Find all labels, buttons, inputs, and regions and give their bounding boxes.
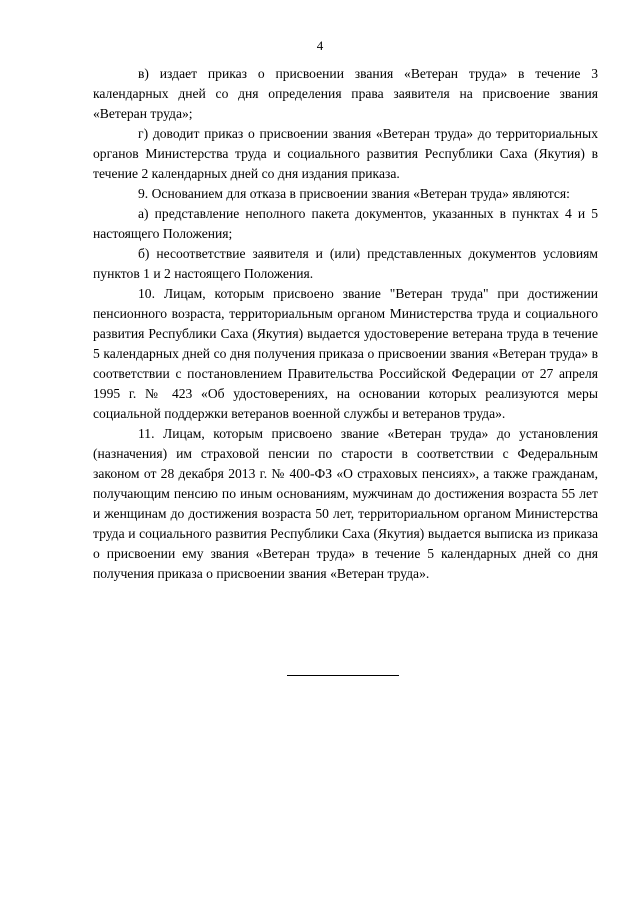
paragraph-9a: а) представление неполного пакета документов, указанных в пунктах 4 и 5 настоящего Положения; (93, 206, 598, 241)
paragraph-8v: в) издает приказ о присвоении звания «Ветеран труда» в течение 3 календарных дней со дня определения права заявителя на присвоение звания «Ветеран труда»; (93, 66, 598, 121)
paragraph-9b: б) несоответствие заявителя и (или) представленных документов условиям пунктов 1 и 2 настоящего Положения. (93, 246, 598, 281)
paragraph-8g: г) доводит приказ о присвоении звания «Ветеран труда» до территориальных органов Министерства труда и социального развития Республики Саха (Якутия) в течение 2 календарных дней со дня издания приказа. (93, 126, 598, 181)
paragraph-11: 11. Лицам, которым присвоено звание «Ветеран труда» до установления (назначения) им страховой пенсии по старости в соответствии с Федеральным законом от 28 декабря 2013 г. № 400-ФЗ «О страховых пенсиях», а также гражданам, получающим пенсию по иным основаниям, мужчинам до достижения возраста 55 лет и женщинам до достижения возраста 50 лет, территориальном органом Министерства труда и социального развития Республики Саха (Якутия) выдается выписка из приказа о присвоении ему звания «Ветеран труда» в течение 5 календарных дней со дня получения приказа о присвоении звания «Ветеран труда». (93, 426, 598, 581)
page-number: 4 (316, 38, 324, 53)
document-body (93, 64, 598, 584)
paragraph-9: 9. Основанием для отказа в присвоении звания «Ветеран труда» являются: (138, 186, 570, 201)
end-separator-line (287, 675, 399, 676)
paragraph-10: 10. Лицам, которым присвоено звание "Ветеран труда" при достижении пенсионного возраста, территориальным органом Министерства труда и социального развития Республики Саха (Якутия) выдается удостоверение ветерана труда в течение 5 календарных дней со дня получения приказа о присвоении звания «Ветеран труда» в соответствии с постановлением Правительства Российской Федерации от 27 апреля 1995 г. № 423 «Об удостоверениях, на основании которых реализуются меры социальной поддержки ветеранов военной службы и ветеранов труда». (93, 286, 598, 421)
